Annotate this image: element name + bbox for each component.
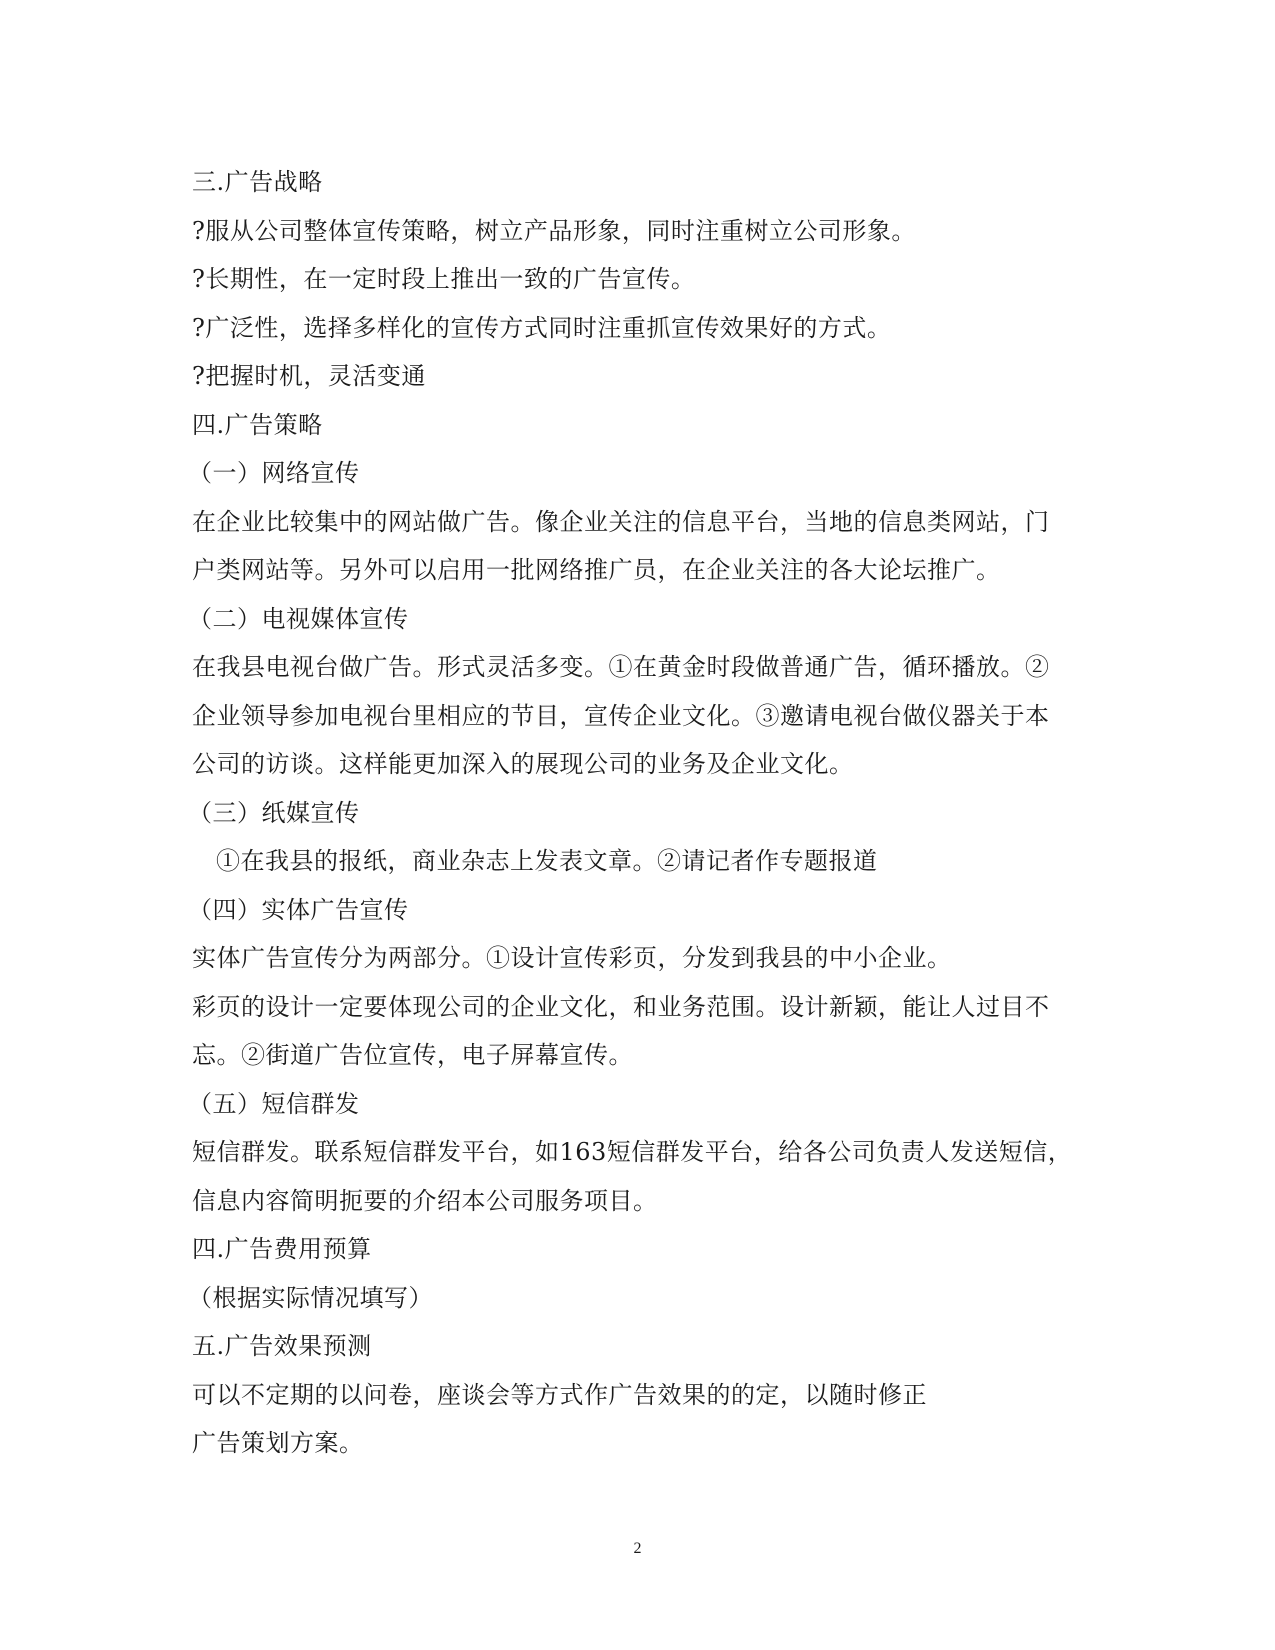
paragraph-line: 在企业比较集中的网站做广告。像企业关注的信息平台，当地的信息类网站，门 (192, 507, 1050, 536)
section-heading-ad-strategy: 三.广告战略 (192, 168, 323, 196)
paragraph-line: 广告策划方案。 (192, 1429, 364, 1457)
paragraph-line: 在我县电视台做广告。形式灵活多变。①在黄金时段做普通广告，循环播放。② (192, 653, 1050, 681)
subheading-network: （一）网络宣传 (188, 459, 360, 487)
paragraph-line: 企业领导参加电视台里相应的节目，宣传企业文化。③邀请电视台做仪器关于本 (192, 701, 1050, 730)
section-heading-ad-tactics: 四.广告策略 (192, 410, 323, 439)
subheading-sms: （五）短信群发 (188, 1089, 360, 1118)
section-heading-budget: 四.广告费用预算 (192, 1235, 372, 1263)
paragraph-line: 可以不定期的以问卷，座谈会等方式作广告效果的的定，以随时修正 (192, 1380, 927, 1409)
paragraph-line: 彩页的设计一定要体现公司的企业文化，和业务范围。设计新颖，能让人过目不 (192, 992, 1050, 1021)
page-number: 2 (633, 1540, 642, 1557)
subheading-print: （三）纸媒宣传 (188, 798, 360, 827)
paragraph-line: 忘。②街道广告位宣传，电子屏幕宣传。 (192, 1041, 633, 1069)
strategy-item: ?广泛性，选择多样化的宣传方式同时注重抓宣传效果好的方式。 (192, 313, 892, 342)
strategy-item: ?把握时机，灵活变通 (192, 362, 426, 390)
strategy-item: ?服从公司整体宣传策略，树立产品形象，同时注重树立公司形象。 (192, 216, 916, 245)
paragraph-line: ①在我县的报纸，商业杂志上发表文章。②请记者作专题报道 (216, 847, 878, 875)
subheading-tv: （二）电视媒体宣传 (188, 604, 409, 633)
paragraph-line: 实体广告宣传分为两部分。①设计宣传彩页，分发到我县的中小企业。 (192, 944, 952, 972)
paragraph-line: 信息内容简明扼要的介绍本公司服务项目。 (192, 1186, 658, 1215)
paragraph-line: （根据实际情况填写） (188, 1283, 433, 1312)
subheading-outdoor: （四）实体广告宣传 (188, 895, 409, 924)
paragraph-line: 公司的访谈。这样能更加深入的展现公司的业务及企业文化。 (192, 750, 854, 778)
document-body (188, 158, 1092, 1468)
strategy-item: ?长期性，在一定时段上推出一致的广告宣传。 (192, 265, 696, 293)
section-heading-effect: 五.广告效果预测 (192, 1332, 372, 1360)
paragraph-line: 短信群发。联系短信群发平台，如163短信群发平台，给各公司负责人发送短信， (192, 1138, 1073, 1166)
paragraph-line: 户类网站等。另外可以启用一批网络推广员，在企业关注的各大论坛推广。 (192, 556, 1001, 584)
